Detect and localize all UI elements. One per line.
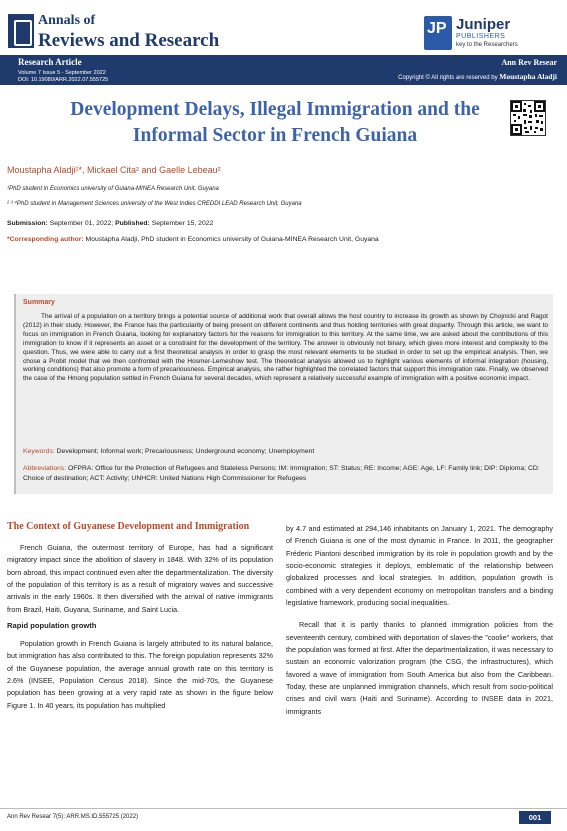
publisher-name: Juniper bbox=[456, 16, 511, 33]
published-label: Published: bbox=[115, 220, 150, 227]
summary-box bbox=[14, 294, 553, 494]
left-column bbox=[7, 520, 273, 712]
keywords-label: Keywords: bbox=[23, 448, 55, 455]
page-number: 001 bbox=[519, 811, 551, 824]
paragraph-demography: by 4.7 and estimated at 294,146 inhabitants on January 1, 2021. The demography of French Guiana is one of the most dynamic in France. In 2011, the geographer Fréderic Piantoni described immigration by its role in population growth and by the socio-economic strategies it deploys, emblematic of the relationship between globalized processes and local strategies. In addition, population growth is combined with a very dependent economy on metropolitan transfers and a binding legislative framework, producing social inequalities. bbox=[286, 524, 553, 608]
paragraph-population: Population growth in French Guiana is largely attributed to its natural balance, but immigration has also contributed to this. The foreign population represents 32% of the Guyanese population, the average annual growth rate on this territory is 2.6% (INSEE, Population Census 2018). Since the mid-70s, the Guyanese population has been growing at a very rapid rate as shown in the figure below Figure 1. In 40 years, its population has multiplied bbox=[7, 639, 273, 710]
right-column bbox=[286, 523, 553, 718]
article-type: Research Article bbox=[18, 57, 82, 67]
abbreviations bbox=[23, 464, 543, 484]
journal-title-line1: Annals of bbox=[38, 13, 96, 28]
section-heading-population: Rapid population growth bbox=[7, 621, 97, 631]
journal-abbrev: Ann Rev Resear bbox=[501, 58, 557, 67]
abbreviations-label: Abbreviations: bbox=[23, 465, 67, 472]
paragraph-immigration-policy: Recall that it is partly thanks to planned immigration policies from the seventeenth century, combined with deportation of slaves-the "coolie" workers, that the population was formed at first. After the departmentalization, it was necessary to sustain an economic valorization program (the CSG, the infrastructures), which favored a wave of immigration from South America but also from the Caribbean. Today, these are unplanned immigration channels, which result from socio-political crises and civil wars (Haiti and Suriname). According to INSEE data in 2021, immigrants bbox=[286, 620, 553, 716]
summary-heading: Summary bbox=[23, 299, 55, 306]
corresponding-author bbox=[7, 236, 379, 243]
keywords-text: Development; Informal work; Precariousness; Underground economy; Unemployment bbox=[56, 448, 315, 455]
qr-code-icon[interactable] bbox=[510, 100, 546, 136]
affiliation-2: ² ³ ⁴PhD student in Management Sciences university of the West Indies CREDDI LEAD Research Unit, Guyana bbox=[7, 201, 302, 207]
publisher-logo bbox=[424, 16, 559, 54]
copyright-holder: Moustapha Aladji bbox=[499, 72, 557, 81]
affiliation-1: ¹PhD student in Economics university of Guiana-MINEA Research Unit, Guyana bbox=[7, 186, 219, 192]
publisher-tagline: key to the Researchers bbox=[456, 42, 518, 48]
summary-text: The arrival of a population on a territory brings a potential source of additional work that overall allows the host country to increase its growth as shown by Chojnicki and Ragot (2012) in their study. However, the France has the particularity of being present on different continents and thus holding territories with great disparity. Through this article, we want to focus on immigration in French Guiana, looking for explanatory factors for the reasons for immigration to this territory. At the same time, we are asked about the contributions of this immigration to know if it represents an asset or a constraint for the development of the territory. The answer is obviously not binary, which gives more interest and complexity to the question. Thus, we were able to carry out a first theoretical analysis in order to grasp the most relevant elements to be studied in order to set up the empirical analysis. Then, we chose a Probit model that we then confronted with the Hosmer-Lemeshow test. The theoretical analysis allowed us to highlight various elements of informal integration (housing, working conditions) that also promote a form of precariousness. Empirical analysis, she rather highlighted the correlated factors that support this immigration rate. Finally, we observed the case of the Hmong population settled in French Guiana for several decades, which represent a relatively successful example of immigration with a positive economic impact. bbox=[23, 313, 548, 383]
corresponding-text: Moustapha Aladji, PhD student in Economics university of Guiana-MINEA Research Unit, Guyana bbox=[85, 236, 379, 243]
journal-title-line2: Reviews and Research bbox=[38, 30, 220, 51]
section-heading-context: The Context of Guyanese Development and Immigration bbox=[7, 521, 250, 532]
publication-dates bbox=[7, 220, 213, 227]
publisher-logo-icon: JP bbox=[424, 16, 452, 50]
footer-divider bbox=[0, 808, 567, 809]
keywords bbox=[23, 448, 548, 455]
copyright-notice: Copyright © All rights are reserved by Moustapha Aladji bbox=[398, 72, 557, 81]
article-title: Development Delays, Illegal Immigration and the Informal Sector in French Guiana bbox=[70, 99, 480, 146]
abbreviations-text: OFPRA: Office for the Protection of Refugees and Stateless Persons; IM: Immigration; ST: Status; RE: Income; AGE: Age, LF: Family link; DIP: Diploma; CD: Choice of destination; ACT: Activity; UNHCR: United Nations High Commissioner for Refugees bbox=[23, 465, 540, 482]
submission-date: September 01, 2022; bbox=[49, 220, 114, 227]
publisher-sub: PUBLISHERS bbox=[456, 33, 506, 40]
author-list: Moustapha Aladji¹*, Mickael Cita² and Gaelle Lebeau² bbox=[7, 165, 221, 175]
article-info-bar bbox=[0, 55, 567, 85]
footer-citation: Ann Rev Resear 7(5): ARR.MS.ID.555725 (2022) bbox=[7, 814, 139, 820]
submission-label: Submission: bbox=[7, 220, 48, 227]
volume-issue: Volume 7 Issue 5 - September 2022 bbox=[18, 70, 106, 76]
paragraph-context: French Guiana, the outermost territory of Europe, has had a significant migratory impact since the abolition of slavery in 1848. With 32% of its population born abroad, this impact continued even after the departmentalization. The diversity of the population of this territory is as a result of migratory waves and successive arrivals in the early 1960s. It then diversified with the arrival of native immigrants from Brazil, Haiti, Guyana, Suriname, and Saint Lucia. bbox=[7, 543, 273, 614]
doi-link[interactable]: DOI: 10.19080/ARR.2022.07.555725 bbox=[18, 77, 109, 83]
journal-logo-icon bbox=[8, 14, 34, 48]
published-date: September 15, 2022 bbox=[151, 220, 214, 227]
corresponding-label: *Corresponding author: bbox=[7, 236, 84, 243]
